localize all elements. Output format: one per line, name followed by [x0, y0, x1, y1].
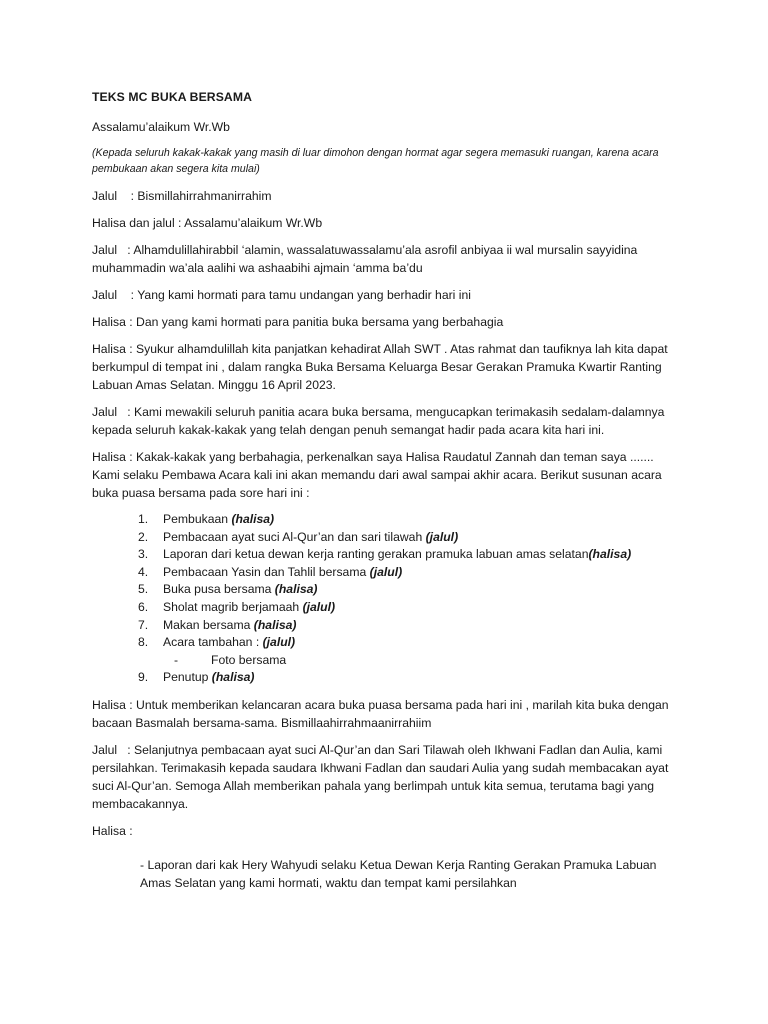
- speaker: Jalul: [92, 405, 118, 419]
- speaker: Halisa: [92, 450, 126, 464]
- agenda-text: Buka pusa bersama: [163, 582, 275, 597]
- speech: Yang kami hormati para tamu undangan yang berhadir hari ini: [137, 288, 471, 302]
- agenda-number: 4.: [138, 564, 149, 579]
- dash-bullet: -: [174, 652, 179, 667]
- agenda-list: [92, 511, 682, 687]
- dialogue-line: Jalul : Selanjutnya pembacaan ayat suci Al-Qur’an dan Sari Tilawah oleh Ikhwani Fadlan dan Aulia, kami persilahkan. Terimakasih kepada saudara Ikhwani Fadlan dan saudari Aulia yang sudah membacakan ayat suci Al-Qur’an. Semoga Allah memberikan pahala yang berlimpah untuk kita semua, terutama bagi yang membacakannya.: [92, 742, 669, 811]
- agenda-text: Acara tambahan :: [163, 635, 263, 650]
- dialogue-line: Jalul : Yang kami hormati para tamu undangan yang berhadir hari ini: [92, 288, 471, 302]
- agenda-text: Laporan dari ketua dewan kerja ranting gerakan pramuka labuan amas selatan: [163, 547, 589, 562]
- indented-paragraph: - Laporan dari kak Hery Wahyudi selaku Ketua Dewan Kerja Ranting Gerakan Pramuka Labuan Amas Selatan yang kami hormati, waktu dan tempat kami persilahkan: [140, 857, 657, 890]
- agenda-text: Pembukaan: [163, 512, 232, 526]
- agenda-assignee: (halisa): [211, 670, 255, 685]
- agenda-item: [138, 634, 682, 652]
- agenda-item: [138, 617, 682, 635]
- agenda-number: 2.: [138, 529, 149, 544]
- dialogue-block: [92, 187, 682, 502]
- agenda-assignee: (halisa): [231, 512, 275, 526]
- agenda-item: [138, 669, 682, 687]
- dialogue-line: Halisa :: [92, 823, 133, 838]
- agenda-assignee: (jalul): [302, 599, 336, 614]
- agenda-assignee: (halisa): [253, 617, 297, 632]
- speaker: Halisa: [92, 823, 126, 838]
- speech: Syukur alhamdulillah kita panjatkan kehadirat Allah SWT . Atas rahmat dan taufiknya lah kita dapat berkumpul di tempat ini , dalam rangka Buka Bersama Keluarga Besar Gerakan Pramuka Kwartir Ranting Labuan Amas Selatan. Minggu 16 April 2023.: [92, 342, 668, 392]
- speaker: Jalul: [92, 243, 118, 257]
- speech: Kakak-kakak yang berbahagia, perkenalkan saya Halisa Raudatul Zannah dan teman saya ....... Kami selaku Pembawa Acara kali ini akan memandu dari awal sampai akhir acara. Berikut susunan acara buka puasa bersama pada sore hari ini :: [92, 450, 662, 500]
- speaker: Jalul: [92, 288, 118, 302]
- greeting: Assalamu’alaikum Wr.Wb: [92, 120, 230, 134]
- dialogue-line: Halisa : Kakak-kakak yang berbahagia, perkenalkan saya Halisa Raudatul Zannah dan teman saya ....... Kami selaku Pembawa Acara kali ini akan memandu dari awal sampai akhir acara. Berikut susunan acara buka puasa bersama pada sore hari ini :: [92, 450, 662, 500]
- dialogue-line: Jalul : Bismillahirrahmanirrahim: [92, 189, 272, 203]
- speaker: Halisa: [92, 342, 126, 356]
- speech: Bismillahirrahmanirrahim: [137, 189, 272, 203]
- agenda-text: Sholat magrib berjamaah: [163, 599, 303, 614]
- dialogue-line: Halisa : Dan yang kami hormati para panitia buka bersama yang berbahagia: [92, 315, 504, 329]
- speech: Kami mewakili seluruh panitia acara buka bersama, mengucapkan terimakasih sedalam-dalamnya kepada seluruh kakak-kakak yang telah dengan penuh semangat hadir pada acara kita hari ini.: [92, 405, 665, 437]
- dialogue-line: Halisa : Syukur alhamdulillah kita panjatkan kehadirat Allah SWT . Atas rahmat dan taufiknya lah kita dapat berkumpul di tempat ini , dalam rangka Buka Bersama Keluarga Besar Gerakan Pramuka Kwartir Ranting Labuan Amas Selatan. Minggu 16 April 2023.: [92, 342, 668, 392]
- agenda-text: Makan bersama: [163, 617, 254, 632]
- stage-note: (Kepada seluruh kakak-kakak yang masih di luar dimohon dengan hormat agar segera memasuki ruangan, karena acara pembukaan akan segera kita mulai): [92, 147, 659, 175]
- agenda-number: 9.: [138, 670, 149, 685]
- agenda-number: 6.: [138, 599, 149, 614]
- document-title: TEKS MC BUKA BERSAMA: [92, 90, 252, 104]
- speaker: Halisa: [92, 697, 126, 712]
- speaker: Jalul: [92, 189, 118, 203]
- dialogue-block-after: [92, 696, 682, 892]
- dialogue-line: Jalul : Alhamdulillahirabbil ‘alamin, wassalatuwassalamu’ala asrofil anbiyaa ii wal mursalin sayyidina muhammadin wa’ala aalihi wa ashaabihi ajmain ‘amma ba’du: [92, 243, 638, 275]
- dialogue-line: Jalul : Kami mewakili seluruh panitia acara buka bersama, mengucapkan terimakasih sedalam-dalamnya kepada seluruh kakak-kakak yang telah dengan penuh semangat hadir pada acara kita hari ini.: [92, 405, 665, 437]
- speech: Untuk memberikan kelancaran acara buka puasa bersama pada hari ini , marilah kita buka dengan bacaan Basmalah bersama-sama. Bismillaahirrahmaanirrahiim: [92, 697, 669, 730]
- document-body: [92, 88, 682, 901]
- speech: Dan yang kami hormati para panitia buka bersama yang berbahagia: [136, 315, 504, 329]
- speech: Assalamu’alaikum Wr.Wb: [184, 216, 323, 230]
- agenda-subitem-text: Foto bersama: [211, 652, 287, 667]
- dialogue-line: Halisa : Untuk memberikan kelancaran acara buka puasa bersama pada hari ini , marilah kita buka dengan bacaan Basmalah bersama-sama. Bismillaahirrahmaanirrahiim: [92, 697, 669, 730]
- agenda-number: 3.: [138, 547, 149, 562]
- agenda-assignee: (jalul): [262, 635, 296, 650]
- agenda-number: 1.: [138, 512, 149, 526]
- speaker: Halisa dan jalul: [92, 216, 175, 230]
- agenda-item: [138, 599, 682, 617]
- agenda-assignee: (jalul): [425, 529, 459, 544]
- dialogue-line: Halisa dan jalul : Assalamu’alaikum Wr.Wb: [92, 216, 323, 230]
- speech: Selanjutnya pembacaan ayat suci Al-Qur’an dan Sari Tilawah oleh Ikhwani Fadlan dan Aulia, kami persilahkan. Terimakasih kepada saudara Ikhwani Fadlan dan saudari Aulia yang sudah membacakan ayat suci Al-Qur’an. Semoga Allah memberikan pahala yang berlimpah untuk kita semua, terutama bagi yang membacakannya.: [92, 742, 669, 811]
- speech: Alhamdulillahirabbil ‘alamin, wassalatuwassalamu’ala asrofil anbiyaa ii wal mursalin sayyidina muhammadin wa’ala aalihi wa ashaabihi ajmain ‘amma ba’du: [92, 243, 638, 275]
- agenda-item: [138, 529, 682, 547]
- agenda-text: Pembacaan ayat suci Al-Qur’an dan sari tilawah: [163, 529, 426, 544]
- agenda-item: [138, 564, 682, 582]
- agenda-item: [138, 511, 682, 529]
- agenda-assignee: (halisa): [274, 582, 318, 597]
- agenda-item: [138, 581, 682, 599]
- agenda-number: 8.: [138, 635, 149, 650]
- speaker: Halisa: [92, 315, 126, 329]
- agenda-assignee: (jalul): [369, 564, 403, 579]
- agenda-text: Pembacaan Yasin dan Tahlil bersama: [163, 564, 370, 579]
- speaker: Jalul: [92, 742, 118, 757]
- agenda-text: Penutup: [163, 670, 212, 685]
- agenda-number: 5.: [138, 582, 149, 597]
- agenda-subitem: [138, 652, 682, 670]
- agenda-assignee: (halisa): [588, 547, 632, 562]
- agenda-item: [138, 546, 682, 564]
- agenda-number: 7.: [138, 617, 149, 632]
